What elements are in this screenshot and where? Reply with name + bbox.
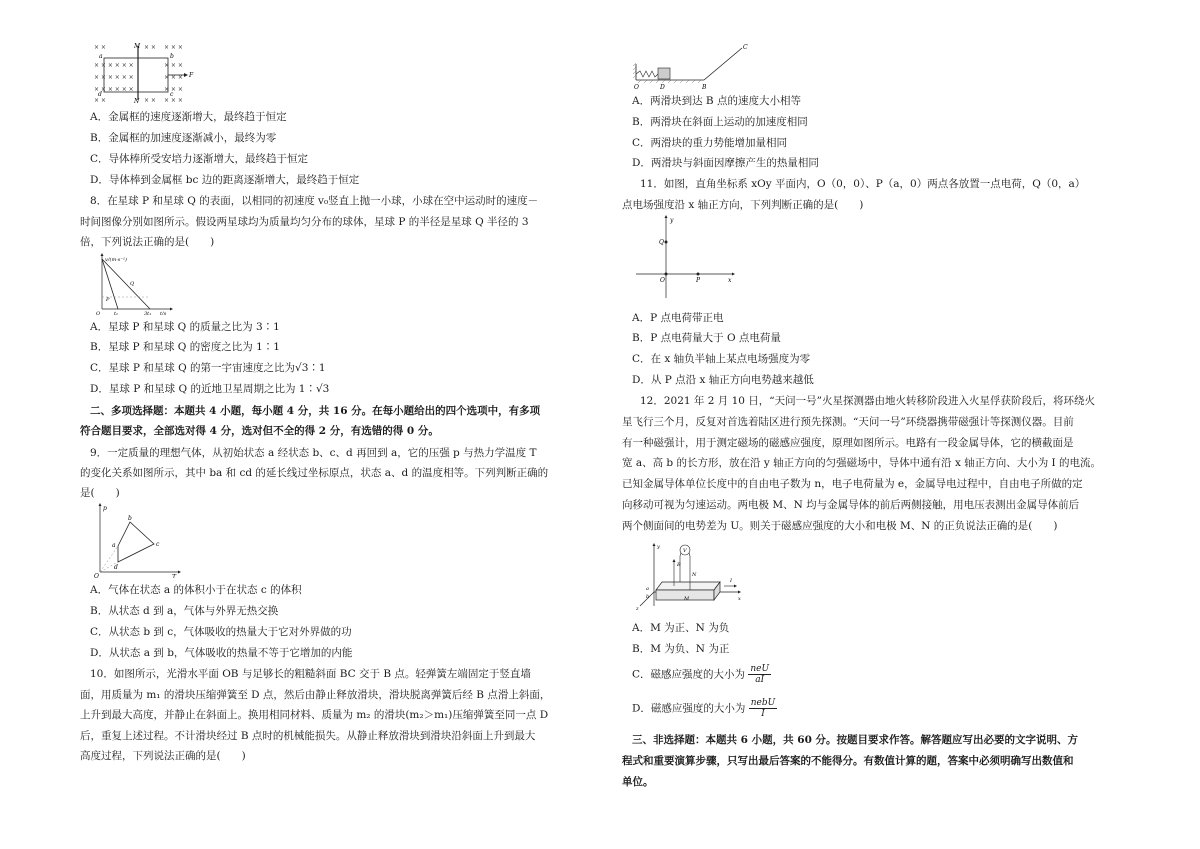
q8-option-b[interactable]: B．星球 P 和星球 Q 的密度之比为 1∶1 [90,341,280,353]
q9-label-d: d [114,564,118,571]
q10-figure [632,42,762,92]
q12-label-y: y [657,544,660,550]
q10-option-a[interactable]: A．两滑块到达 B 点的速度大小相等 [632,95,801,107]
q7-option-b[interactable]: B．金属框的加速度逐渐减小，最终为零 [90,132,277,144]
svg-text:× × ×: × × × [164,86,183,93]
q12-label-N: N [692,572,697,578]
q7-label-M: M [134,43,141,50]
q9-stem-line3: 是( ) [80,487,120,499]
q12-option-d[interactable] [632,698,777,719]
section2-heading-line1: 二、多项选择题：本题共 4 小题，每小题 4 分，共 16 分。在每小题给出的四个选项中，有多项 [90,405,541,417]
q12-stem-line6: 向移动可视为匀速运动。两电极 M、N 均与金属导体的前后两侧接触，用电压表测出金属导体前后 [622,499,1080,511]
q11-label-x: x [728,277,732,284]
q12-label-a: a [646,586,649,592]
q8-option-c[interactable]: C．星球 P 和星球 Q 的第一宇宙速度之比为√3∶1 [90,362,326,374]
q12-label-M: M [684,596,690,602]
q12-label-I: I [730,578,732,584]
q12-label-B: B [677,562,681,568]
section3-heading-line2: 程式和重要演算步骤，只写出最后答案的不能得分。有数值计算的题，答案中必须明确写出数值和 [622,755,1074,767]
q9-label-a: a [112,542,116,549]
q7-option-c[interactable]: C．导体棒所受安培力逐渐增大，最终趋于恒定 [90,153,309,165]
q8-label-P: P [106,297,110,303]
q12-stem-line1: 12．2021 年 2 月 10 日，“天问一号”火星探测器由地火转移阶段进入火星俘获阶段后，将环绕火 [640,395,1096,407]
q10-label-C: C [743,44,748,51]
q11-option-d[interactable]: D．从 P 点沿 x 轴正方向电势越来越低 [632,374,814,386]
q8-label-axis-v: v/(m·s⁻¹) [105,257,127,263]
svg-text:× × ×: × × × [164,44,183,51]
q7-option-d[interactable]: D．导体棒到金属框 bc 边的距离逐渐增大，最终趋于恒定 [90,174,360,186]
q7-label-a: a [99,53,103,60]
q9-label-p: p [103,505,107,512]
q12-stem-line2: 星飞行三个月，反复对首选着陆区进行预先探测。“天问一号”环绕器携带磁强计等探测仪器。目前 [622,416,1074,428]
q7-label-c: c [170,91,174,98]
q11-label-O: O [660,277,665,284]
q10-stem-line5: 高度过程，下列说法正确的是( ) [80,750,246,762]
q10-label-D: D [660,84,665,91]
section3-heading-line1: 三、非选择题：本题共 6 小题，共 60 分。按题目要求作答。解答题应写出必要的文字说明、方 [632,734,1079,746]
q8-label-Q: Q [130,281,135,287]
q12-option-c-denominator: aI [755,675,765,685]
svg-text:× × ×: × × × [164,97,183,104]
q11-stem-line1: 11．如图，直角坐标系 xOy 平面内，O（0，0）、P（a，0）两点各放置一点电荷，Q（0，a） [640,178,1086,190]
q12-stem-line5: 已知金属导体单位长度中的自由电子数为 n，电子电荷量为 e，金属导电过程中，自由电子所做的定 [622,478,1083,490]
section2-heading-line2: 符合题目要求，全部选对得 4 分，选对但不全的得 2 分，有选错的得 0 分。 [80,425,439,437]
q7-label-b: b [170,53,174,60]
q12-option-d-fraction [749,698,777,719]
q12-option-c[interactable] [632,664,771,685]
svg-text:× × × × × ×: × × × × × × [94,86,134,93]
q11-option-a[interactable]: A．P 点电荷带正电 [632,312,724,324]
q7-label-N: N [134,98,140,104]
q12-option-a[interactable]: A．M 为正、N 为负 [632,622,730,634]
svg-text:× ×: × × [94,44,106,51]
q8-stem-line3: 倍，下列说法正确的是( ) [80,236,215,248]
q9-label-O: O [94,573,99,578]
q12-stem-line7: 两个侧面间的电势差为 U。则关于磁感应强度的大小和电极 M、N 的正负说法正确的是( ) [622,520,1058,532]
q12-label-z: z [636,606,639,612]
q7-label-d: d [98,91,102,98]
q11-figure [632,214,742,300]
q11-option-b[interactable]: B．P 点电荷量大于 O 点电荷量 [632,332,781,344]
q10-stem-line3: 上升到最大高度，并静止在斜面上。换用相同材料、质量为 m₂ 的滑块(m₂＞m₁)压缩弹簧至同一点 D [80,709,549,721]
q10-stem-line1: 10．如图所示，光滑水平面 OB 与足够长的粗糙斜面 BC 交于 B 点。轻弹簧左端固定于竖直墙 [90,668,531,680]
q7-option-a[interactable]: A．金属框的速度逐渐增大，最终趋于恒定 [90,111,287,123]
svg-text:× ×: × × [94,97,106,104]
svg-text:× ×: × × [144,44,156,51]
q8-label-t1: t₁ [114,311,119,315]
svg-text:× × × × × ×: × × × × × × [94,62,134,69]
q12-option-d-numerator: nebU [750,698,776,708]
section3-heading-line3: 单位。 [622,776,654,788]
q10-stem-line2: 面，用质量为 m₁ 的滑块压缩弹簧至 D 点，然后由静止释放滑块，滑块脱离弹簧后经 B 点滑上斜面， [80,689,551,701]
q10-option-d[interactable]: D．两滑块与斜面因摩擦产生的热量相同 [632,157,819,169]
q9-option-b[interactable]: B．从状态 d 到 a，气体与外界无热交换 [90,605,279,617]
q8-figure [94,253,174,315]
q8-option-a[interactable]: A．星球 P 和星球 Q 的质量之比为 3∶1 [90,321,280,333]
q8-option-d[interactable]: D．星球 P 和星球 Q 的近地卫星周期之比为 1∶√3 [90,383,330,395]
q11-option-c[interactable]: C．在 x 轴负半轴上某点电场强度为零 [632,353,811,365]
q12-label-x: x [738,596,741,602]
q12-label-b: b [646,594,650,600]
q12-option-c-numerator: neU [750,664,770,674]
q8-label-O: O [96,311,101,315]
q11-stem-line2: 点电场强度沿 x 轴正方向，下列判断正确的是( ) [622,199,864,211]
q10-stem-line4: 后，重复上述过程。不计滑块经过 B 点时的机械能损失。从静止释放滑块到滑块沿斜面上升到最大 [80,730,536,742]
q12-option-c-text: C．磁感应强度的大小为 [632,668,746,681]
q8-stem-line2: 时间图像分别如图所示。假设两星球均为质量均匀分布的球体，星球 P 的半径是星球 Q 半径的 3 [80,216,529,228]
q9-label-c: c [156,541,160,548]
q9-stem-line2: 的变化关系如图所示，其中 ba 和 cd 的延长线过坐标原点，状态 a、d 的温度相等。下列判断正确的 [80,467,549,479]
q12-stem-line4: 宽 a、高 b 的长方形，放在沿 y 轴正方向的匀强磁场中，导体中通有沿 x 轴正方向、大小为 I 的电流。 [622,457,1102,469]
q8-label-3t1: 3t₁ [144,311,152,315]
q10-label-B: B [702,84,707,91]
svg-text:× × × × × ×: × × × × × × [94,74,134,81]
svg-text:× × ×: × × × [164,74,183,81]
q12-figure [634,540,744,616]
q12-label-V: V [683,548,687,554]
q8-stem-line1: 8．在星球 P 和星球 Q 的表面，以相同的初速度 v₀竖直上抛一小球，小球在空中运动时的速度－ [90,195,539,207]
q10-option-c[interactable]: C．两滑块的重力势能增加量相同 [632,137,788,149]
q8-label-t: t/s [160,311,167,315]
q11-label-Q: Q [659,239,664,246]
q11-label-P: P [696,277,701,284]
q12-option-b[interactable]: B．M 为负、N 为正 [632,643,730,655]
q9-option-a[interactable]: A．气体在状态 a 的体积小于在状态 c 的体积 [90,584,302,596]
svg-text:× ×: × × [144,97,156,104]
q10-label-O: O [634,84,639,91]
q9-option-d[interactable]: D．从状态 a 到 b，气体吸收的热量不等于它增加的内能 [90,647,353,659]
q12-stem-line3: 有一种磁强计，用于测定磁场的磁感应强度，原理如图所示。电路有一段金属导体，它的横截面是 [622,437,1074,449]
q12-option-d-denominator: I [761,709,765,719]
q9-option-c[interactable]: C．从状态 b 到 c，气体吸收的热量大于它对外界做的功 [90,626,352,638]
svg-text:× × ×: × × × [164,62,183,69]
q7-label-F: F [189,72,194,79]
q9-figure [92,502,182,578]
q9-stem-line1: 9．一定质量的理想气体，从初始状态 a 经状态 b、c、d 再回到 a，它的压强 p 与热力学温度 T [90,447,537,459]
q9-label-b: b [128,515,132,522]
q9-label-T: T [172,574,177,578]
q11-label-y: y [670,217,674,224]
q10-option-b[interactable]: B．两滑块在斜面上运动的加速度相同 [632,116,808,128]
q7-figure [92,42,202,104]
q12-option-c-fraction [748,664,771,685]
q12-option-d-text: D．磁感应强度的大小为 [632,702,746,715]
